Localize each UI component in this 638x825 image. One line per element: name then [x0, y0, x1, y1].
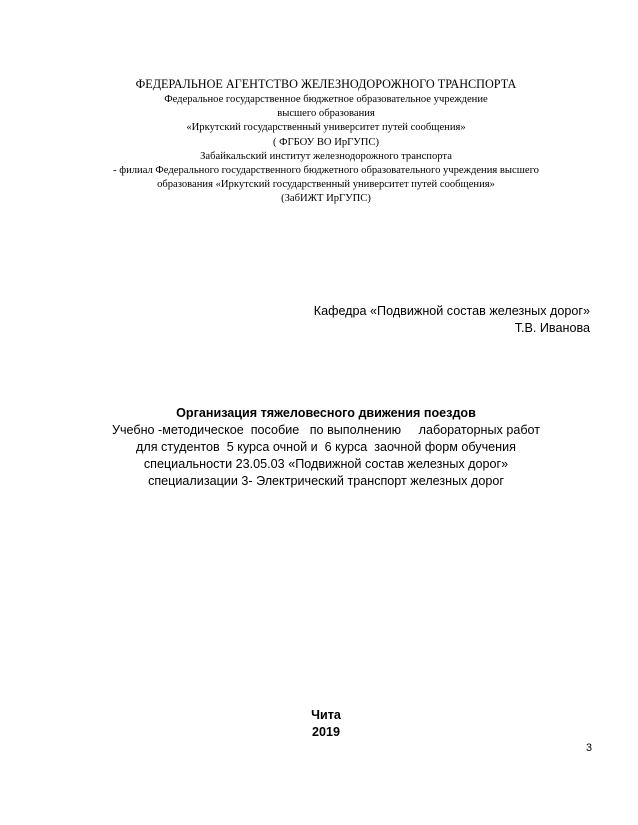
imprint-block: [0, 707, 638, 741]
subtitle-line: специальности 23.05.03 «Подвижной состав железных дорог»: [143, 457, 509, 471]
year: 2019: [311, 725, 341, 739]
header-line: (ЗабИЖТ ИрГУПС): [281, 193, 371, 205]
header-line: ( ФГБОУ ВО ИрГУПС): [272, 136, 380, 148]
header-line: Федеральное государственное бюджетное образовательное учреждение: [164, 94, 488, 105]
page-number: 3: [586, 742, 593, 754]
department-block: [314, 303, 590, 337]
header-line: Забайкальский институт железнодорожного транспорта: [200, 150, 452, 162]
city: Чита: [311, 708, 341, 722]
department-name: Кафедра «Подвижной состав железных дорог»: [313, 304, 590, 318]
header-line: высшего образования: [277, 108, 375, 120]
subtitle-line: для студентов 5 курса очной и 6 курса заочной форм обучения: [136, 440, 516, 454]
agency-name: ФЕДЕРАЛЬНОЕ АГЕНТСТВО ЖЕЛЕЗНОДОРОЖНОГО ТРАНСПОРТА: [135, 77, 517, 91]
subtitle-line: Учебно -методическое пособие по выполнению лабораторных работ: [111, 423, 541, 437]
header-line: «Иркутский государственный университет путей сообщения»: [186, 122, 466, 134]
work-title-block: [0, 405, 638, 490]
work-title: Организация тяжеловесного движения поездов: [176, 406, 476, 420]
subtitle-line: специализации 3- Электрический транспорт железных дорог: [148, 474, 504, 488]
institution-header: [0, 77, 638, 207]
header-line: образования «Иркутский государственный университет путей сообщения»: [157, 179, 495, 191]
author-name: Т.В. Иванова: [514, 321, 590, 335]
header-line: - филиал Федерального государственного бюджетного образовательного учреждения высшего: [113, 165, 539, 177]
